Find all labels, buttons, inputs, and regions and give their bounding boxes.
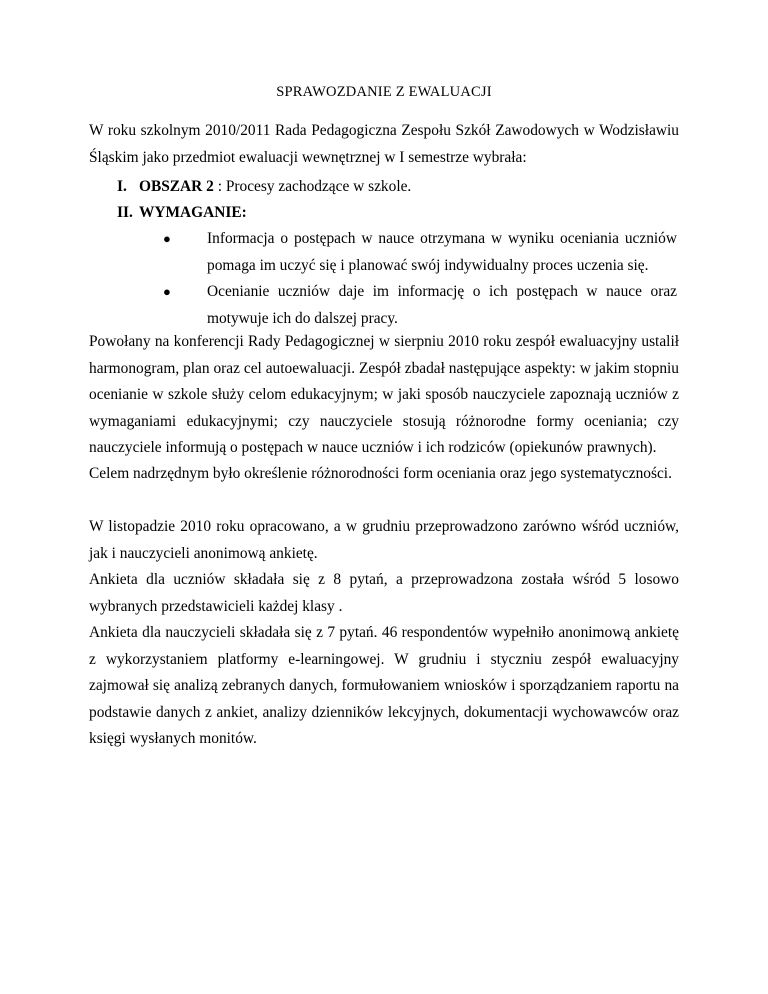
obszar-label: OBSZAR 2: [139, 178, 214, 195]
obszar-number: I.: [117, 178, 127, 195]
document-title: SPRAWOZDANIE Z EWALUACJI: [276, 84, 492, 100]
body-paragraph: W listopadzie 2010 roku opracowano, a w grudniu przeprowadzono zarówno wśród uczniów, jak i nauczycieli anonimową ankietę.: [89, 518, 679, 562]
bullet-text: Informacja o postępach w nauce otrzymana w wyniku oceniania uczniów pomaga im uczyć się i planować swój indywidualny proces uczenia się.: [207, 230, 677, 274]
bullet-item: [163, 279, 677, 332]
obszar-item: [117, 174, 677, 201]
bullet-text: Ocenianie uczniów daje im informację o ich postępach w nauce oraz motywuje ich do dalszej pracy.: [207, 283, 677, 327]
wymaganie-number: II.: [117, 204, 133, 221]
body-paragraph: Celem nadrzędnym było określenie różnorodności form oceniania oraz jego systematyczności.: [89, 465, 672, 482]
wymaganie-item: [117, 200, 677, 227]
obszar-text: : Procesy zachodzące w szkole.: [213, 178, 412, 195]
bullet-dot-icon: ●: [163, 231, 171, 246]
bullet-dot-icon: ●: [163, 284, 171, 299]
wymaganie-label: WYMAGANIE:: [139, 204, 247, 221]
intro-paragraph: W roku szkolnym 2010/2011 Rada Pedagogiczna Zespołu Szkół Zawodowych w Wodzisławiu Śląskim jako przedmiot ewaluacji wewnętrznej w I semestrze wybrała:: [89, 122, 679, 166]
bullet-item: [163, 226, 677, 279]
body-paragraph: Ankieta dla nauczycieli składała się z 7 pytań. 46 respondentów wypełniło anonimową ankietę z wykorzystaniem platformy e-learningowej. W grudniu i styczniu zespół ewaluacyjny zajmował się analizą zebranych danych, formułowaniem wniosków i sporządzaniem raportu na podstawie danych z ankiet, analizy dzienników lekcyjnych, dokumentacji wychowawców oraz księgi wysłanych monitów.: [89, 624, 679, 747]
body-paragraph: Powołany na konferencji Rady Pedagogicznej w sierpniu 2010 roku zespół ewaluacyjny ustalił harmonogram, plan oraz cel autoewaluacji. Zespół zbadał następujące aspekty: w jakim stopniu ocenianie w szkole służy celom edukacyjnym; w jaki sposób nauczyciele zapoznają uczniów z wymaganiami edukacyjnymi; czy nauczyciele stosują różnorodne formy oceniania; czy nauczyciele informują o postępach w nauce uczniów i ich rodziców (opiekunów prawnych).: [89, 333, 679, 456]
body-paragraph: Ankieta dla uczniów składała się z 8 pytań, a przeprowadzona została wśród 5 losowo wybranych przedstawicieli każdej klasy .: [89, 571, 679, 615]
